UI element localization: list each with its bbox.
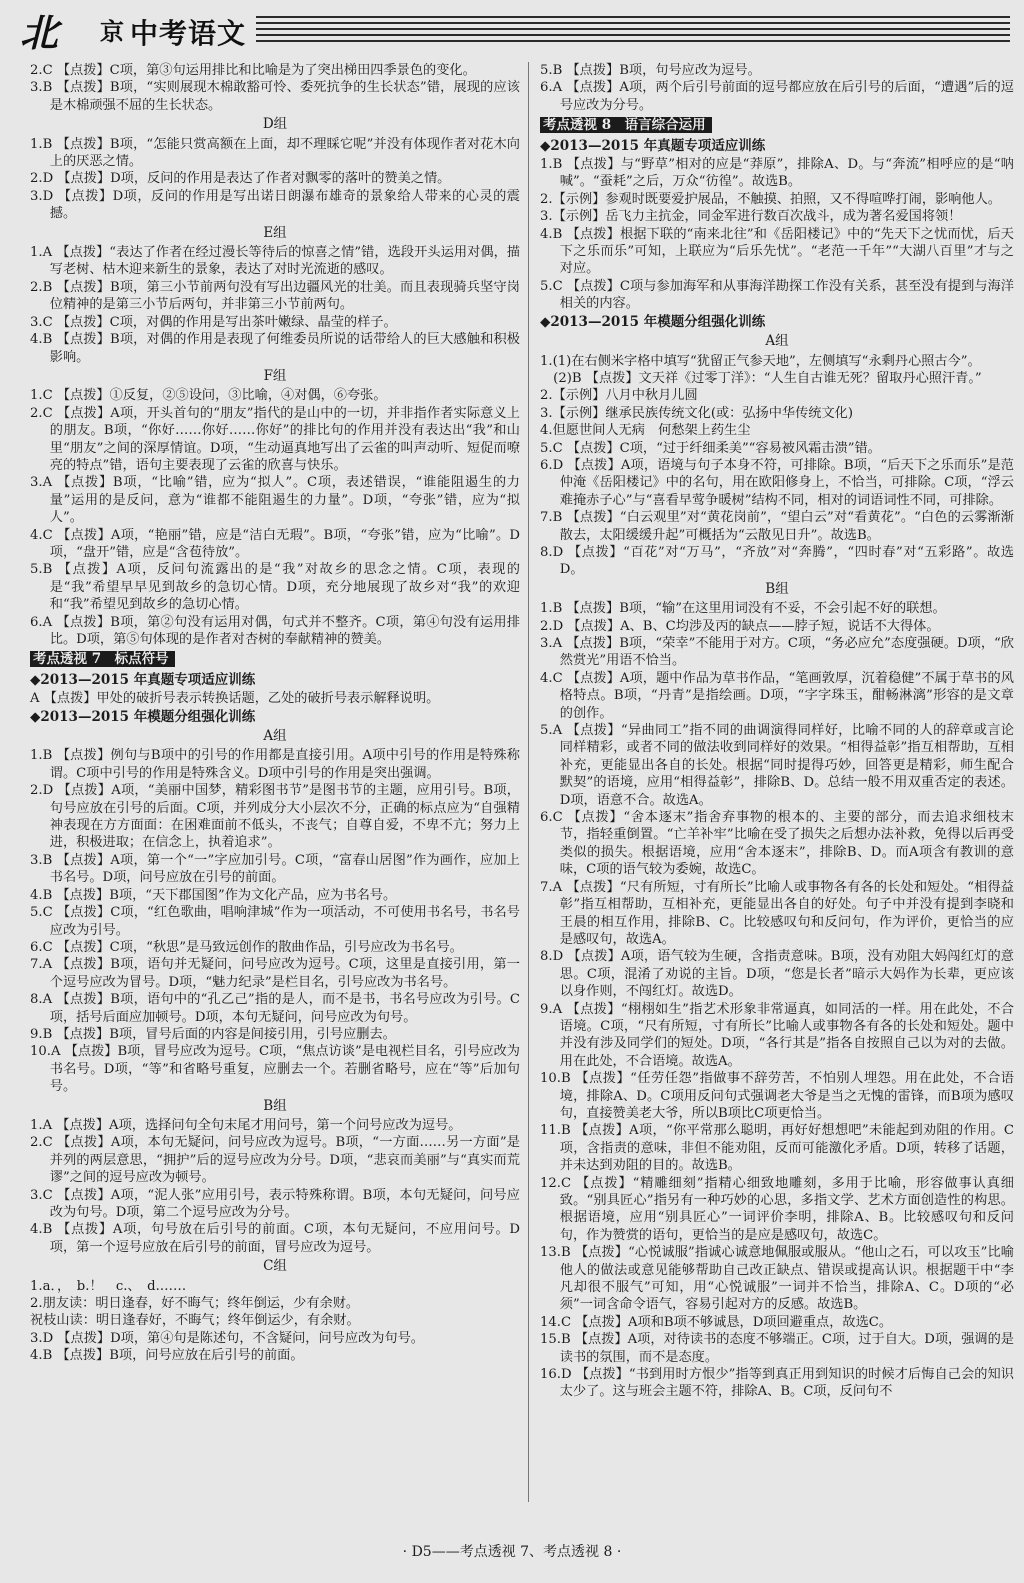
answer-item: 4.B 【点拨】B项，“天下郡国图”作为文化产品，应为书名号。 [30, 887, 397, 903]
answer-item: 5.C 【点拨】C项，“红色歌曲，唱响津城”作为一项活动，不可使用书名号，书名号应改为引号。 [30, 905, 520, 938]
section-heading-label: 考点透视 8 语言综合运用 [540, 117, 712, 133]
answer-item: 2.D 【点拨】A项，“美丽中国梦，精彩图书节”是图书节的主题，应用引号。B项，句号应放在引号的后面。C项，并列成分大小层次不分，正确的标点应为“自强精神表现在方方面面：在困难面前不低头，不丧气；自尊自爱，不卑不亢；努力上进，积极进取；在信念上，执着追求”。 [30, 783, 520, 851]
answer-item: 3.D 【点拨】D项，反问的作用是写出诺日朗瀑布雄奇的景象给人带来的心灵的震撼。 [30, 188, 520, 222]
answer-item: 2.C 【点拨】A项，开头首句的“朋友”指代的是山中的一切，并非指作者实际意义上的朋友。B项，“你好……你好……你好”的排比句的作用并没有表达出“我”和山里“朋友”之间的深厚情谊。D项，“生动逼真地写出了云雀的叫声动听、短促而嘹亮的特点”错，语句主要表现了云雀的欣喜与快乐。 [30, 405, 520, 473]
answer-item: 5.B 【点拨】A项，反问句流露出的是“我”对故乡的思念之情。C项，表现的是“我”希望早早见到故乡的急切心情。D项，充分地展现了故乡对“我”的欢迎和“我”希望见到故乡的急切心情。 [30, 562, 520, 613]
answer-item: 4.B 【点拨】根据下联的“南来北往”和《岳阳楼记》中的“先天下之忧而忧，后天下之乐而乐”可知，上联应为“后乐先忧”。“老范一千年”“大湖八百里”才与之对应。 [540, 226, 1014, 277]
answer-item: 14.C 【点拨】A项和B项不够诚恳，D项回避重点，故选C。 [540, 1314, 893, 1330]
section-heading-label: 考点透视 7 标点符号 [30, 651, 175, 667]
answer-item: 10.A 【点拨】B项，冒号应改为逗号。C项，“焦点访谈”是电视栏目名，引号应改为书名号。D项，“等”和省略号重复，应删去一个。若删省略号，应在“等”后加句号。 [30, 1044, 520, 1095]
answer-item: 1.B 【点拨】B项，“输”在这里用词没有不妥，不会引起不好的联想。 [540, 601, 946, 617]
answer-item: 9.B 【点拨】B项，冒号后面的内容是间接引用，引号应删去。 [30, 1026, 396, 1042]
answer-item: 3.C 【点拨】A项，“泥人张”应用引号，表示特殊称谓。B项，本句无疑问，问号应改为句号。D项，第二个逗号应改为分号。 [30, 1187, 520, 1220]
answer-item: 4.B 【点拨】A项，句号放在后引号的前面。C项，本句无疑问，不应用问号。D项，第一个逗号应放在后引号的前面，冒号应改为逗号。 [30, 1222, 520, 1255]
answer-item: 6.D 【点拨】A项，语境与句子本身不符，可排除。B项，“后天下之乐而乐”是范仲淹《岳阳楼记》中的名句，用在欧阳修身上，不恰当，可排除。C项，“浮云难掩赤子心”与“喜看早莺争暖树”结构不同，相对的词语词性不同，可排除。 [540, 457, 1014, 508]
answer-item: 2.C 【点拨】A项，本句无疑问，问号应改为逗号。B项，“一方面……另一方面”是并列的两层意思，“拥护”后的逗号应改为分号。D项，“悲哀而美丽”与“真实而荒谬”之间的逗号应改为顿号。 [30, 1135, 520, 1186]
answer-item: 6.C 【点拨】“舍本逐末”指舍弃事物的根本的、主要的部分，而去追求细枝末节，指轻重倒置。“亡羊补牢”比喻在受了损失之后想办法补救，免得以后再受类似的损失。根据语境，应用“舍本逐末”，排除B、D。而A项含有教训的意味，C项的语气较为委婉，故选C。 [540, 810, 1014, 878]
answer-item: 1.C 【点拨】①反复，②⑤设问，③比喻，④对偶，⑥夸张。 [30, 388, 387, 404]
answer-item: 1.B 【点拨】B项，“怎能只赏高额在上面，却不理睬它呢”并没有体现作者对花木向上的厌恶之情。 [30, 136, 520, 170]
answer-item: 6.C 【点拨】C项，“秋思”是马致远创作的散曲作品，引号应改为书名号。 [30, 939, 463, 955]
answer-item: 5.A 【点拨】“异曲同工”指不同的曲调演得同样好，比喻不同的人的辞章或言论同样精彩，或者不同的做法收到同样好的效果。“相得益彰”指互相帮助，互相补充，更能显出各自的长处。根据“同时提得巧妙，回答更是精彩，师生配合默契”的语境，应用“相得益彰”，排除B、D。总结一般不用双重否定的表述。D项，语意不合。故选A。 [540, 723, 1014, 808]
answer-item: 7.A 【点拨】B项，语句并无疑问，问号应改为逗号。C项，这里是直接引用，第一个逗号应改为冒号。D项，“魅力纪录”是栏目名，引号应改为书名号。 [30, 957, 520, 990]
answer-item: 3.【示例】岳飞力主抗金，同金军进行数百次战斗，成为著名爱国将领！ [540, 209, 962, 225]
header-decoration-lines [256, 16, 1010, 46]
answer-item: 1.B 【点拨】例句与B项中的引号的作用都是直接引用。A项中引号的作用是特殊称谓。C项中引号的作用是特殊含义。D项中引号的作用是突出强调。 [30, 748, 520, 781]
section-heading [30, 651, 520, 668]
answer-item: 5.B 【点拨】B项，句号应改为逗号。 [540, 63, 761, 78]
left-column [30, 62, 520, 1365]
answer-item: A 【点拨】甲处的破折号表示转换话题，乙处的破折号表示解释说明。 [30, 691, 440, 707]
page-title: 中考语文 [130, 17, 247, 50]
group-heading: A组 [765, 333, 789, 350]
answer-item: 5.C 【点拨】C项与参加海军和从事海洋勘探工作没有关系，甚至没有提到与海洋相关的内容。 [540, 278, 1014, 312]
answer-item: 3.B 【点拨】B项，“实则展现木棉敢豁可怜、委死抗争的生长状态”错，展现的应该是木棉顽强不屈的生长状态。 [30, 80, 520, 113]
group-heading: E组 [263, 224, 287, 241]
logo-bei: 北 [20, 10, 55, 55]
group-heading: A组 [263, 728, 287, 745]
answer-item: 7.A 【点拨】“尺有所短，寸有所长”比喻人或事物各有各的长处和短处。“相得益彰”指互相帮助，互相补充，更能显出各自的好处。句子中并没有提到李晓和王晨的相互作用，排除B、C。比较感叹句和反问句，作为评价，更恰当的应是感叹句，故选A。 [540, 879, 1014, 947]
group-heading: D组 [262, 116, 288, 133]
answer-item: 3.B 【点拨】A项，第一个“一”字应加引号。C项，“富春山居图”作为画作，应加上书名号。D项，问号应放在引号的前面。 [30, 852, 520, 886]
answer-item: 3.A 【点拨】B项，“荣幸”不能用于对方。C项，“务必应允”态度强硬。D项，“欣然赏光”用语不恰当。 [540, 636, 1014, 669]
answer-item: 8.D 【点拨】“百花”对“万马”，“齐放”对“奔腾”，“四时春”对“五彩路”。故选D。 [540, 544, 1014, 578]
answer-item: 2.B 【点拨】B项，第三小节前两句没有写出边疆风光的壮美。而且表现骑兵坚守岗位精神的是第三小节后两句，并非第三小节前两句。 [30, 279, 520, 313]
right-column [540, 62, 1014, 1401]
answer-item: 2.【示例】参观时既要爱护展品，不触摸、拍照，又不得喧哗打闹，影响他人。 [540, 191, 1001, 207]
answer-item: 12.C 【点拨】“精雕细刻”指精心细致地雕刻，多用于比喻，形容做事认真细致。“别具匠心”指另有一种巧妙的心思，多指文学、艺术方面创造性的构思。根据语境，应用“别具匠心”一词评价李明，排除A、B。比较感叹句和反问句，作为赞赏的语句，更恰当的是应是感叹句，故选C。 [540, 1175, 1014, 1243]
answer-item: 2.D 【点拨】A、B、C均涉及丙的缺点——脖子短，说话不大得体。 [540, 618, 940, 634]
answer-item: 9.A 【点拨】“栩栩如生”指艺术形象非常逼真，如同活的一样。用在此处，不合语境。C项，“尺有所短，寸有所长”比喻人或事物各有各的长处和短处。题中并没有涉及同学们的短处。D项，“各行其是”指各自按照自己以为对的去做。用在此处，不合语境。故选A。 [540, 1001, 1014, 1069]
answer-item: 11.B 【点拨】A项，“你平常那么聪明，再好好想想吧”未能起到劝阻的作用。C项，含指责的意味，非但不能劝阻，反而可能激化矛盾。D项，转移了话题，并未达到劝阻的目的。故选B。 [540, 1123, 1014, 1174]
answer-item: (2)B 【点拨】文天祥《过零丁洋》：“人生自古谁无死？留取丹心照汗青。” [540, 370, 982, 386]
group-heading: C组 [263, 1258, 287, 1275]
answer-item: 3.A 【点拨】B项，“比喻”错，应为“拟人”。C项，表述错误，“谁能阻遏生的力量”运用的是反问，意为“谁都不能阻遏生的力量”。D项，“夸张”错，应为“拟人”。 [30, 475, 520, 526]
answer-item: 8.D 【点拨】A项，语气较为生硬，含指责意味。B项，没有劝阻大妈闯红灯的意思。C项，混淆了劝说的主旨。D项，“您是长者”暗示大妈作为长辈，更应该以身作则，不闯红灯。故选D。 [540, 949, 1014, 1000]
answer-item: 3.D 【点拨】D项，第④句是陈述句，不含疑问，问号应改为句号。 [30, 1330, 424, 1346]
answer-item: 4.C 【点拨】A项，“艳丽”错，应是“洁白无瑕”。B项，“夸张”错，应为“比喻”。D项，“盘开”错，应是“含苞待放”。 [30, 527, 520, 560]
page-header [20, 4, 1010, 55]
logo-jing: 京 [100, 17, 124, 46]
answer-item: 15.B 【点拨】A项，对待读书的态度不够端正。C项，过于自大。D项，强调的是读书的氛围，而不是态度。 [540, 1332, 1014, 1365]
answer-item: 5.C 【点拨】C项，“过于纤细柔美”“容易被风霜击溃”错。 [540, 440, 881, 456]
answer-item: 1.(1)在右侧米字格中填写“犹留正气参天地”，左侧填写“永剩丹心照古今”。 [540, 353, 981, 369]
answer-item: 1.A 【点拨】“表达了作者在经过漫长等待后的惊喜之情”错，选段开头运用对偶，描写老树、枯木迎来新生的景象，表达了对时光流逝的感叹。 [30, 245, 520, 278]
subsection-heading: ◆2013—2015 年模题分组强化训练 [540, 313, 766, 330]
answer-item: 祝枝山读：明日逢春好，不晦气；终年倒运少，有余财。 [30, 1313, 360, 1329]
answer-item: 3.【示例】继承民族传统文化(或：弘扬中华传统文化) [540, 405, 853, 421]
answer-item: 13.B 【点拨】“心悦诚服”指诚心诚意地佩服或服从。“他山之石，可以攻玉”比喻他人的做法或意见能够帮助自己改正缺点、错误或提高认识。根据题干中“李凡却很不服气”可知，用“心悦诚服”一词并不恰当，排除A、C。D项的“必须”一词含命令语气，容易引起对方的反感。故选B。 [540, 1245, 1014, 1313]
answer-item: 16.D 【点拨】“书到用时方恨少”指等到真正用到知识的时候才后悔自己会的知识太少了。这与班会主题不符，排除A、B。C项，反问句不 [540, 1367, 1014, 1400]
section-heading [540, 117, 1014, 134]
answer-item: 1.A 【点拨】A项，选择问句全句末尾才用问号，第一个问号应改为逗号。 [30, 1117, 462, 1133]
answer-item: 4.C 【点拨】A项，题中作品为草书作品，“笔画敦厚，沉着稳健”不属于草书的风格特点。B项，“丹青”是指绘画。D项，“字字珠玉，酣畅淋漓”形容的是文章的创作。 [540, 670, 1014, 721]
answer-item: 1.B 【点拨】与“野草”相对的应是“莽原”，排除A、D。与“奔流”相呼应的是“呐喊”。“蚕耗”之后，万众“彷徨”。故选B。 [540, 157, 1014, 190]
answer-item: 4.B 【点拨】B项，对偶的作用是表现了何维委员所说的话带给人的巨大感触和积极影响。 [30, 332, 520, 365]
page-footer: · D5——考点透视 7、考点透视 8 · [402, 1544, 622, 1560]
answer-item: 6.A 【点拨】A项，两个后引号前面的逗号都应放在后引号的后面，“遭遇”后的逗号应改为分号。 [540, 80, 1014, 113]
answer-item: 7.B 【点拨】“白云观里”对“黄花岗前”，“望白云”对“看黄花”。“白色的云雾渐渐散去，太阳缓缓升起”可概括为“云散见日升”。故选B。 [540, 510, 1014, 543]
answer-item: 4.B 【点拨】B项，问号应放在后引号的前面。 [30, 1348, 304, 1364]
answer-item: 1.a．， b.！ c.、 d.…… [30, 1278, 187, 1294]
group-heading: B组 [765, 580, 789, 597]
answer-item: 2.C 【点拨】C项，第③句运用排比和比喻是为了突出梯田四季景色的变化。 [30, 63, 476, 78]
column-divider [528, 62, 529, 1502]
answer-item: 2.朋友读：明日逢春，好不晦气；终年倒运，少有余财。 [30, 1296, 360, 1312]
answer-item: 2.【示例】八月中秋月儿圆 [540, 388, 698, 404]
answer-item: 8.A 【点拨】B项，语句中的“孔乙己”指的是人，而不是书，书名号应改为引号。C项，括号后面应加顿号。D项，本句无疑问，问号应改为句号。 [30, 992, 520, 1025]
subsection-heading: ◆2013—2015 年模题分组强化训练 [30, 708, 256, 725]
subsection-heading: ◆2013—2015 年真题专项适应训练 [540, 137, 766, 154]
subsection-heading: ◆2013—2015 年真题专项适应训练 [30, 671, 256, 688]
answer-item: 3.C 【点拨】C项，对偶的作用是写出茶叶嫩绿、晶莹的样子。 [30, 314, 397, 330]
answer-item: 10.B 【点拨】“任劳任怨”指做事不辞劳苦，不怕别人埋怨。用在此处，不合语境，排除A、D。C项用反问句式强调老大爷是当之无愧的雷锋，而B项为感叹句，直接赞美老大爷，所以B项比C项更恰当。 [540, 1071, 1014, 1121]
group-heading: F组 [263, 367, 287, 384]
answer-item: 4.但愿世间人无病 何愁架上药生尘 [540, 423, 751, 439]
answer-item: 2.D 【点拨】D项，反问的作用是表达了作者对飘零的落叶的赞美之情。 [30, 171, 451, 187]
answer-item: 6.A 【点拨】B项，第②句没有运用对偶，句式并不整齐。C项，第④句没有运用排比。D项，第⑤句体现的是作者对杏树的奉献精神的赞美。 [30, 614, 520, 647]
group-heading: B组 [263, 1097, 287, 1114]
